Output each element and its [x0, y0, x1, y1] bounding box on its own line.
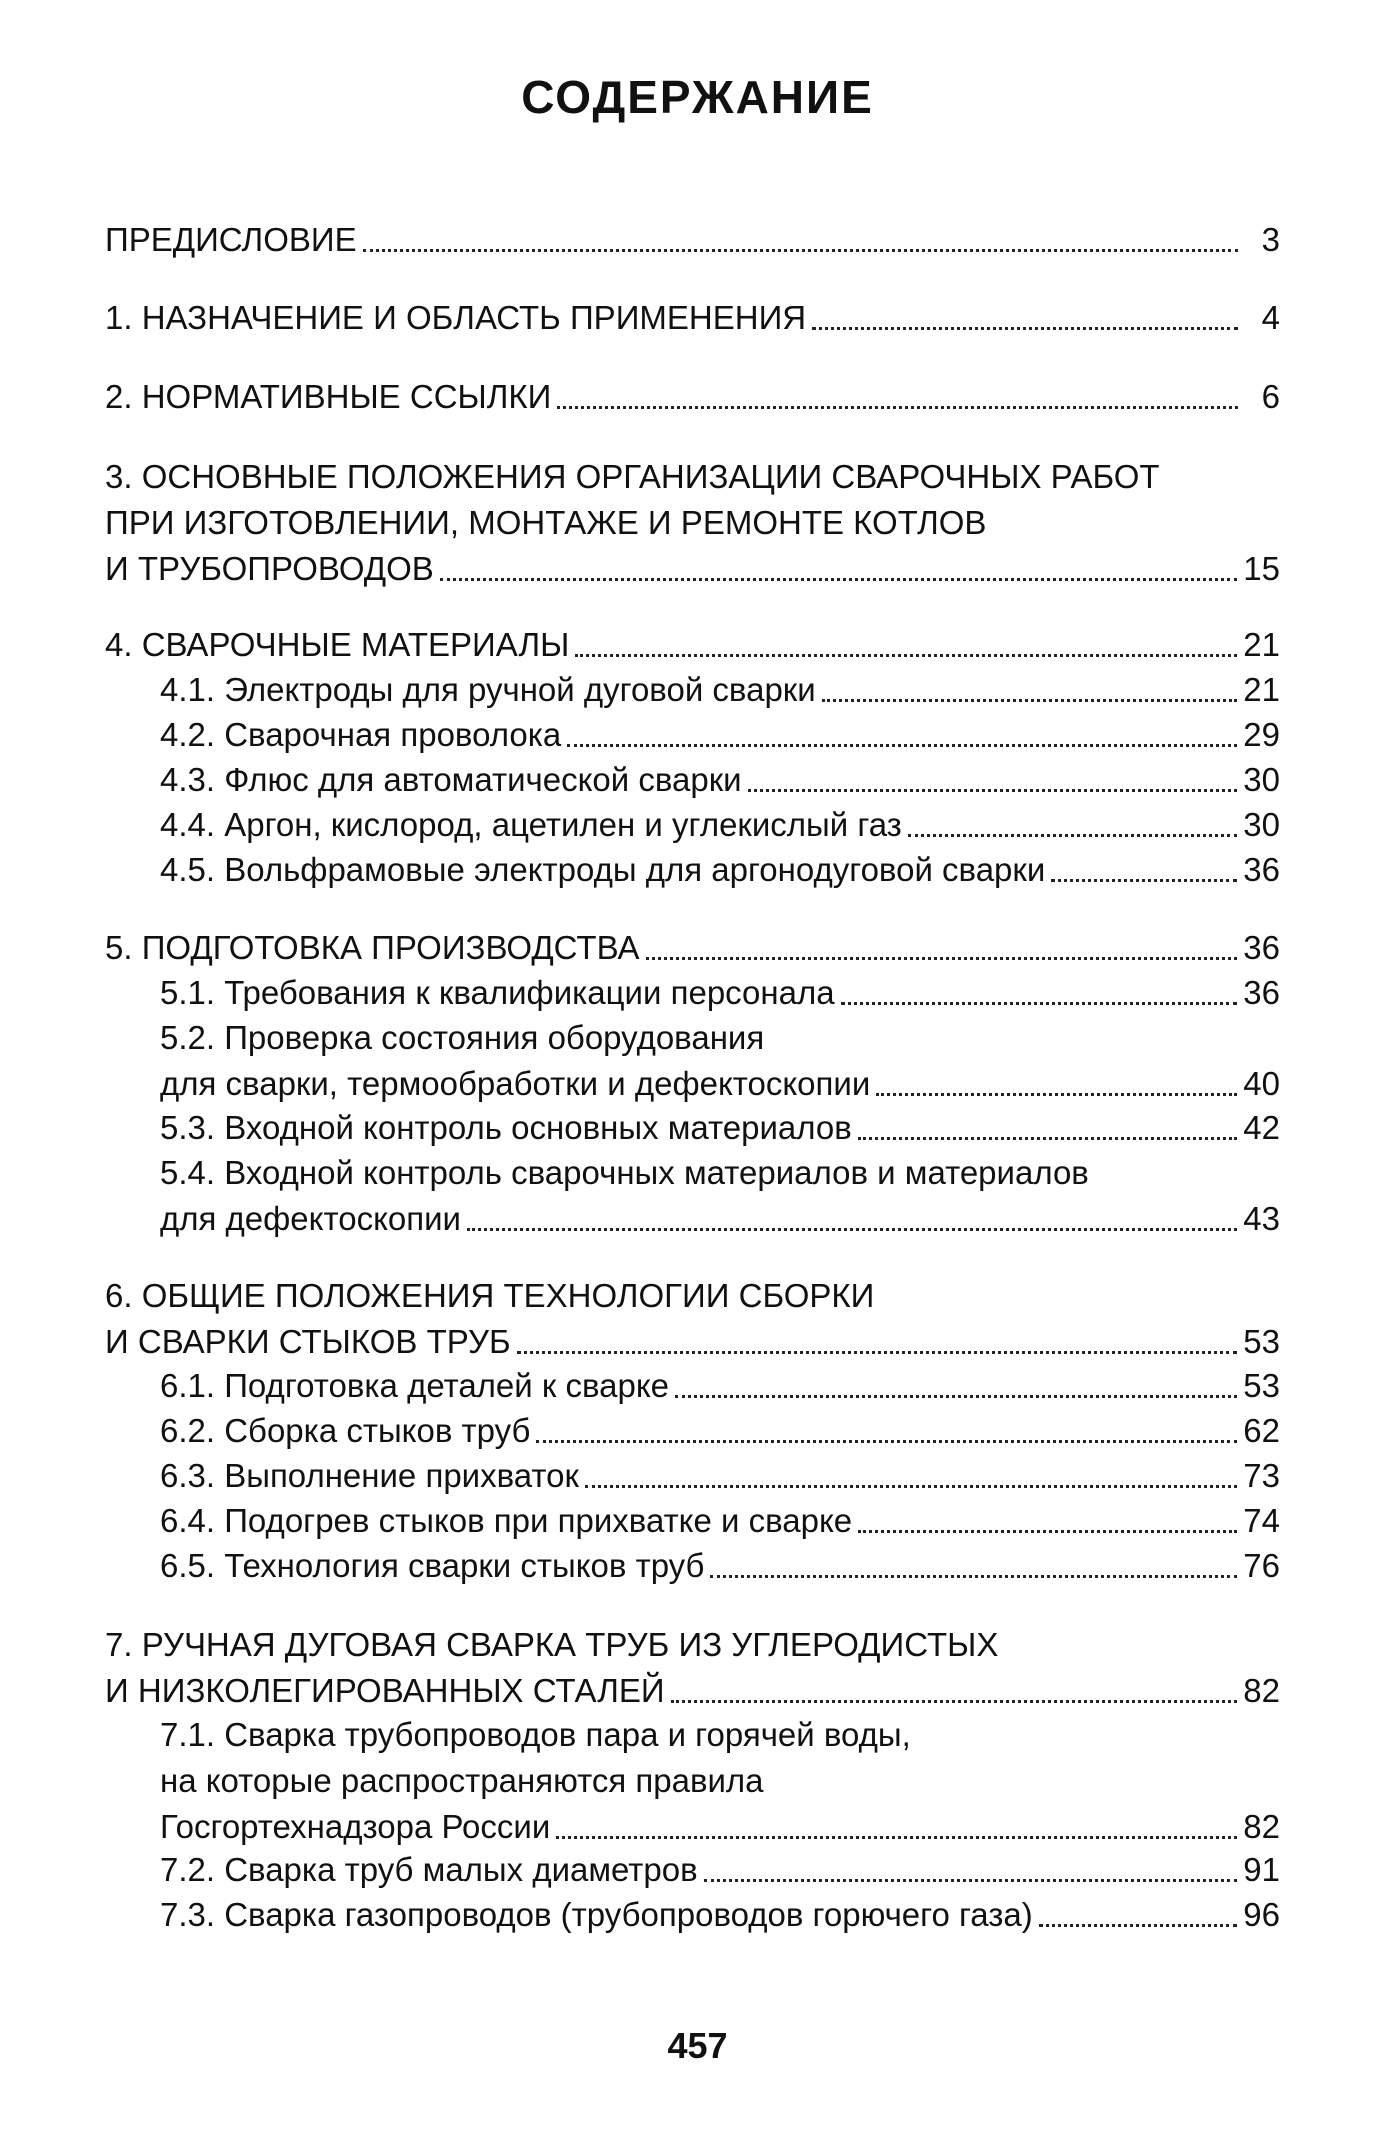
toc-entry[interactable]: [105, 1408, 1280, 1454]
toc-entry-row: [160, 847, 1280, 893]
toc-entry-title-line: 6.5. Технология сварки стыков труб: [160, 1547, 705, 1584]
toc-entry-title-line: Госгортехнадзора России: [160, 1808, 551, 1845]
toc-entry[interactable]: [105, 1498, 1280, 1544]
toc-entry[interactable]: [105, 712, 1280, 758]
toc-entry-title-line: 4.5. Вольфрамовые электроды для аргонодуговой сварки: [160, 851, 1046, 888]
dot-leader: [517, 1351, 1238, 1354]
page-number: 457: [667, 2025, 728, 2066]
toc-entry-page: 96: [1243, 1896, 1280, 1933]
toc-entry-row: [160, 757, 1280, 803]
dot-leader: [467, 1228, 1237, 1231]
dot-leader: [585, 1485, 1237, 1488]
toc-entry[interactable]: [105, 1273, 1280, 1365]
toc-entry-page: 73: [1243, 1457, 1280, 1494]
toc-entry-title-line: 4.3. Флюс для автоматической сварки: [160, 761, 742, 798]
toc-entry-title-line: 1. НАЗНАЧЕНИЕ И ОБЛАСТЬ ПРИМЕНЕНИЯ: [105, 299, 807, 336]
toc-entry-row: [105, 295, 1280, 341]
toc-entry-title-line: ПРЕДИСЛОВИЕ: [105, 221, 357, 258]
toc-entry[interactable]: [105, 1015, 1280, 1107]
toc-entry[interactable]: [105, 1363, 1280, 1409]
dot-leader: [671, 1700, 1238, 1703]
toc-entry-page: 36: [1243, 929, 1280, 966]
toc-entry-title-line: 7.1. Сварка трубопроводов пара и горячей воды,: [160, 1716, 911, 1753]
toc-entry-page: 21: [1243, 626, 1280, 663]
toc-entry-title-line: 4. СВАРОЧНЫЕ МАТЕРИАЛЫ: [105, 626, 570, 663]
toc-entry-title-line: 4.4. Аргон, кислород, ацетилен и углекислый газ: [160, 806, 902, 843]
dot-leader: [822, 699, 1238, 702]
toc-entry-row: [105, 925, 1280, 971]
toc-entry-row: [160, 1892, 1280, 1938]
toc-entry-row: [160, 1061, 1280, 1107]
toc-entry[interactable]: [105, 757, 1280, 803]
toc-entry-title-line: 6.1. Подготовка деталей к сварке: [160, 1367, 670, 1404]
dot-leader: [575, 654, 1237, 657]
toc-entry-title-line: ПРИ ИЗГОТОВЛЕНИИ, МОНТАЖЕ И РЕМОНТЕ КОТЛОВ: [105, 504, 987, 541]
toc-entry-row: [160, 802, 1280, 848]
dot-leader: [710, 1575, 1237, 1578]
toc-entry[interactable]: [105, 1847, 1280, 1893]
toc-entry-title-line: 4.2. Сварочная проволока: [160, 716, 562, 753]
dot-leader: [841, 1002, 1238, 1005]
dot-leader: [675, 1395, 1237, 1398]
toc-entry-page: 36: [1243, 974, 1280, 1011]
toc-entry-page: 74: [1243, 1502, 1280, 1539]
toc-entry-page: 42: [1243, 1109, 1280, 1146]
toc-entry-page: 43: [1243, 1200, 1280, 1237]
dot-leader: [908, 834, 1237, 837]
toc-entry-row: [105, 622, 1280, 668]
dot-leader: [748, 789, 1238, 792]
toc-entry[interactable]: [105, 1543, 1280, 1589]
toc-entry[interactable]: [105, 622, 1280, 668]
toc-entry-page: 4: [1261, 299, 1280, 336]
toc-entry-row: [160, 970, 1280, 1016]
toc-entry[interactable]: [105, 217, 1280, 263]
toc-entry-row: [160, 1105, 1280, 1151]
dot-leader: [1039, 1924, 1238, 1927]
toc-entry-title-line: 5.1. Требования к квалификации персонала: [160, 974, 835, 1011]
toc-entry-page: 53: [1243, 1367, 1280, 1404]
toc-entry-page: 82: [1243, 1672, 1280, 1709]
toc-entry[interactable]: [105, 374, 1280, 420]
toc-entry-title-line: 2. НОРМАТИВНЫЕ ССЫЛКИ: [105, 378, 552, 415]
toc-entry[interactable]: [105, 1105, 1280, 1151]
toc-entry[interactable]: [105, 1622, 1280, 1714]
toc-entry-title-line: И ТРУБОПРОВОДОВ: [105, 550, 434, 587]
toc-entry[interactable]: [105, 1712, 1280, 1850]
toc-entry-row: [105, 374, 1280, 420]
toc-entry-title-line: для дефектоскопии: [160, 1200, 461, 1237]
dot-leader: [556, 1836, 1237, 1839]
toc-entry-row: [160, 1847, 1280, 1893]
dot-leader: [858, 1530, 1237, 1533]
toc-entry-row: [160, 1804, 1280, 1850]
toc-entry-title-line: 5. ПОДГОТОВКА ПРОИЗВОДСТВА: [105, 929, 640, 966]
toc-entry[interactable]: [105, 1150, 1280, 1242]
toc-entry[interactable]: [105, 847, 1280, 893]
toc-entry-title-line: 3. ОСНОВНЫЕ ПОЛОЖЕНИЯ ОРГАНИЗАЦИИ СВАРОЧНЫХ РАБОТ: [105, 458, 1160, 495]
toc-entry-row: [160, 1543, 1280, 1589]
dot-leader: [858, 1137, 1238, 1140]
toc-entry-row: [160, 1196, 1280, 1242]
toc-entry-title-line: 7. РУЧНАЯ ДУГОВАЯ СВАРКА ТРУБ ИЗ УГЛЕРОДИСТЫХ: [105, 1626, 999, 1663]
toc-entry[interactable]: [105, 295, 1280, 341]
toc-entry-row: [160, 1453, 1280, 1499]
toc-entry-title-line: на которые распространяются правила: [160, 1762, 764, 1799]
toc-entry-page: 82: [1243, 1808, 1280, 1845]
toc-entry-title-line: 6.4. Подогрев стыков при прихватке и сварке: [160, 1502, 853, 1539]
toc-entry-row: [160, 1408, 1280, 1454]
toc-entry-page: 15: [1243, 550, 1280, 587]
toc-entry-page: 30: [1243, 761, 1280, 798]
toc-entry[interactable]: [105, 1892, 1280, 1938]
dot-leader: [440, 578, 1237, 581]
toc-entry-page: 40: [1243, 1065, 1280, 1102]
toc-entry-title-line: И НИЗКОЛЕГИРОВАННЫХ СТАЛЕЙ: [105, 1672, 665, 1709]
toc-entry[interactable]: [105, 454, 1280, 592]
toc-entry-title-line: 6.2. Сборка стыков труб: [160, 1412, 531, 1449]
page-title: СОДЕРЖАНИЕ: [521, 71, 874, 123]
toc-entry-page: 29: [1243, 716, 1280, 753]
toc-entry-row: [105, 546, 1280, 592]
toc-entry-row: [105, 217, 1280, 263]
toc-entry-title-line: И СВАРКИ СТЫКОВ ТРУБ: [105, 1323, 511, 1360]
toc-entry-title-line: 5.2. Проверка состояния оборудования: [160, 1019, 765, 1056]
dot-leader: [567, 744, 1237, 747]
toc-entry[interactable]: [105, 802, 1280, 848]
toc-entry[interactable]: [105, 1453, 1280, 1499]
dot-leader: [557, 406, 1238, 409]
dot-leader: [363, 249, 1238, 252]
toc-entry-page: 3: [1261, 221, 1280, 258]
toc-entry-row: [105, 1319, 1280, 1365]
toc-entry-row: [160, 1363, 1280, 1409]
toc-entry-title-line: 6.3. Выполнение прихваток: [160, 1457, 579, 1494]
toc-entry-page: 91: [1243, 1851, 1280, 1888]
dot-leader: [1051, 879, 1237, 882]
dot-leader: [812, 327, 1238, 330]
toc-entry-title-line: 5.3. Входной контроль основных материалов: [160, 1109, 852, 1146]
dot-leader: [704, 1879, 1238, 1882]
toc-entry[interactable]: [105, 925, 1280, 971]
toc-entry-title-line: 6. ОБЩИЕ ПОЛОЖЕНИЯ ТЕХНОЛОГИИ СБОРКИ: [105, 1277, 875, 1314]
toc-entry-row: [160, 667, 1280, 713]
toc-entry-row: [160, 1498, 1280, 1544]
toc-entry-row: [105, 1668, 1280, 1714]
toc-entry-title-line: 7.2. Сварка труб малых диаметров: [160, 1851, 698, 1888]
toc-entry-page: 76: [1243, 1547, 1280, 1584]
toc-entry-title-line: для сварки, термообработки и дефектоскопии: [160, 1065, 871, 1102]
dot-leader: [646, 957, 1238, 960]
toc-entry-page: 6: [1261, 378, 1280, 415]
toc-entry-page: 21: [1243, 671, 1280, 708]
toc-entry-row: [160, 712, 1280, 758]
dot-leader: [876, 1093, 1237, 1096]
toc-entry-title-line: 7.3. Сварка газопроводов (трубопроводов горючего газа): [160, 1896, 1033, 1933]
dot-leader: [536, 1440, 1237, 1443]
toc-entry[interactable]: [105, 970, 1280, 1016]
toc-entry-title-line: 5.4. Входной контроль сварочных материалов и материалов: [160, 1154, 1089, 1191]
toc-entry-title-line: 4.1. Электроды для ручной дуговой сварки: [160, 671, 816, 708]
toc-entry-page: 36: [1243, 851, 1280, 888]
toc-entry-page: 30: [1243, 806, 1280, 843]
toc-entry[interactable]: [105, 667, 1280, 713]
toc-entry-page: 62: [1243, 1412, 1280, 1449]
toc-entry-page: 53: [1243, 1323, 1280, 1360]
